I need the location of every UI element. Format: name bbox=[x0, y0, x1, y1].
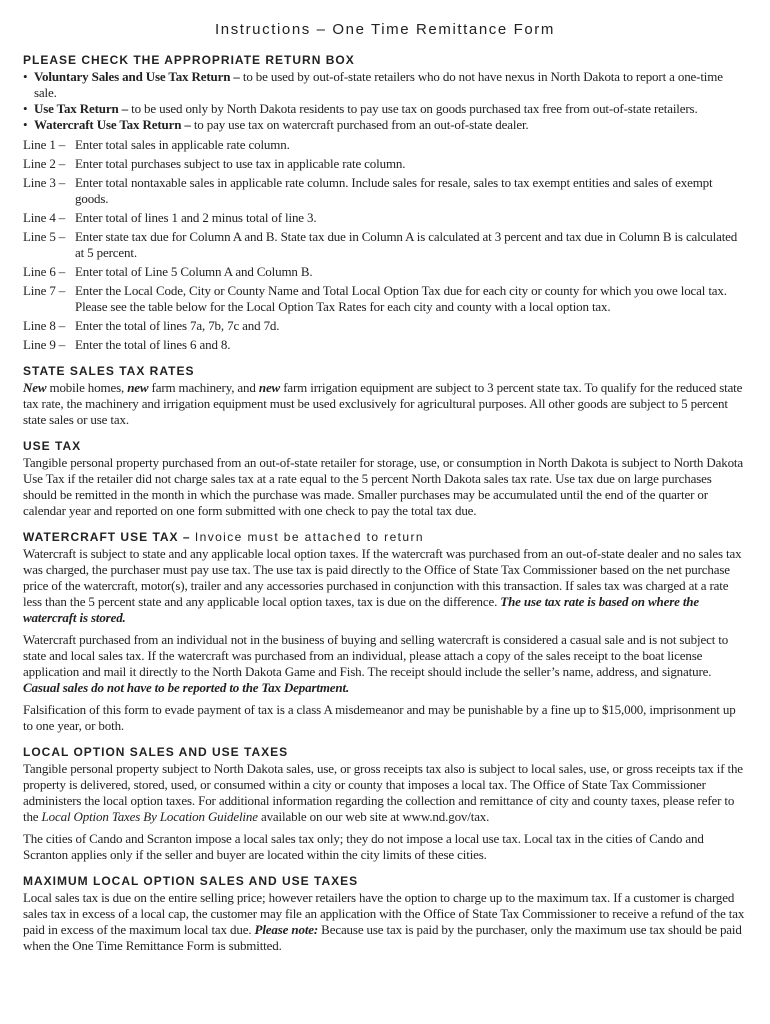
line-instruction bbox=[23, 318, 747, 334]
line-instruction bbox=[23, 137, 747, 153]
return-type-description: to pay use tax on watercraft purchased from an out-of-state dealer. bbox=[190, 117, 529, 132]
return-type-name: Use Tax Return – bbox=[34, 101, 129, 116]
line-instruction bbox=[23, 175, 747, 207]
line-label: Line 6 – bbox=[23, 264, 66, 279]
section-heading-text: WATERCRAFT USE TAX – bbox=[23, 530, 195, 544]
text-segment: Falsification of this form to evade payment of tax is a class A misdemeanor and may be punishable by a fine up to $15,000, imprisonment up to one year, or both. bbox=[23, 702, 736, 733]
line-label: Line 4 – bbox=[23, 210, 66, 225]
line-text: Enter the Local Code, City or County Name and Total Local Option Tax due for each city or county for which you owe local tax. Please see the table below for the Local Option Tax Rates for each city and county with a local option tax. bbox=[75, 283, 727, 314]
return-type-description: to be used by out-of-state retailers who do not have nexus in North Dakota to report a one-time sale. bbox=[34, 69, 723, 100]
text-segment: Please note: bbox=[254, 922, 319, 937]
instructions-document bbox=[23, 22, 747, 960]
paragraph bbox=[23, 702, 747, 734]
section-heading-text: MAXIMUM LOCAL OPTION SALES AND USE TAXES bbox=[23, 874, 359, 888]
line-instruction bbox=[23, 337, 747, 353]
paragraph bbox=[23, 632, 747, 696]
line-text: Enter the total of lines 6 and 8. bbox=[75, 337, 231, 352]
text-segment: Local Option Taxes By Location Guideline bbox=[41, 809, 258, 824]
return-type-name: Voluntary Sales and Use Tax Return – bbox=[34, 69, 240, 84]
text-segment: Local sales tax is due on the entire selling price; however retailers have the option to charge up to the maximum tax. If a customer is charged sales tax in excess of a local cap, the customer may file an application with the Office of State Tax Commissioner to receive a refund of the tax paid in excess of the maximum local tax due. bbox=[23, 890, 745, 937]
section-heading bbox=[23, 363, 747, 379]
line-instruction bbox=[23, 229, 747, 261]
line-text: Enter the total of lines 7a, 7b, 7c and 7d. bbox=[75, 318, 280, 333]
line-label: Line 1 – bbox=[23, 137, 66, 152]
text-segment: farm machinery, and bbox=[148, 380, 259, 395]
sections bbox=[23, 363, 747, 954]
return-type-item bbox=[23, 69, 747, 101]
text-segment: The use tax rate is based on where the watercraft is stored. bbox=[23, 594, 699, 625]
paragraph bbox=[23, 890, 747, 954]
text-segment: Watercraft is subject to state and any applicable local option taxes. If the watercraft was purchased from an out-of-state dealer and no sales tax was charged, the purchaser must pay use tax. The use tax is paid directly to the Office of State Tax Commissioner based on the net purchase price of the watercraft, motor(s), trailer and any accessories purchased in conjunction with this transaction. If sales tax was charged at a rate less than the 5 percent state and any applicable local option taxes, tax is due on the difference. bbox=[23, 546, 742, 609]
line-label: Line 3 – bbox=[23, 175, 66, 190]
line-instruction bbox=[23, 210, 747, 226]
return-type-list bbox=[23, 69, 747, 133]
line-label: Line 2 – bbox=[23, 156, 66, 171]
section bbox=[23, 363, 747, 428]
line-instructions bbox=[23, 137, 747, 353]
text-segment: Watercraft purchased from an individual not in the business of buying and selling watercraft is considered a casual sale and is not subject to state and local sales tax. If the watercraft was purchased from an individual, please attach a copy of the sales receipt to the boat license application and mail it directly to the North Dakota Game and Fish. The receipt should include the seller’s name, address, and signature. bbox=[23, 632, 729, 679]
text-segment: new bbox=[258, 380, 281, 395]
section-heading-text: USE TAX bbox=[23, 439, 82, 453]
text-segment: The cities of Cando and Scranton impose a local sales tax only; they do not impose a local use tax. Local tax in the cities of Cando and Scranton applies only if the seller and buyer are located within the city limits of these cities. bbox=[23, 831, 704, 862]
text-segment: Because use tax is paid by the purchaser, only the maximum use tax should be paid when the One Time Remittance Form is submitted. bbox=[23, 922, 742, 953]
text-segment: Tangible personal property subject to North Dakota sales, use, or gross receipts tax also is subject to local sales, use, or gross receipts tax if the property is delivered, stored, used, or consumed within a city or county that imposes a local tax. The Office of State Tax Commissioner administers the local option taxes. For additional information regarding the collection and remittance of city and county taxes, please refer to the bbox=[23, 761, 743, 824]
section-heading bbox=[23, 744, 747, 760]
section bbox=[23, 438, 747, 519]
section-heading-text: LOCAL OPTION SALES AND USE TAXES bbox=[23, 745, 289, 759]
text-segment: Tangible personal property purchased from an out-of-state retailer for storage, use, or consumption in North Dakota is subject to North Dakota Use Tax if the retailer did not charge sales tax at a rate equal to the 5 percent North Dakota sales tax rate. Use tax due on large purchases should be remitted in the month in which the purchase was made. Smaller purchases may be accumulated until the end of the quarter or calendar year and reported on one form submitted with one check to pay the total tax due. bbox=[23, 455, 744, 518]
paragraph bbox=[23, 455, 747, 519]
line-instruction bbox=[23, 283, 747, 315]
text-segment: available on our web site at www.nd.gov/tax. bbox=[257, 809, 490, 824]
line-text: Enter total nontaxable sales in applicable rate column. Include sales for resale, sales to tax exempt entities and sales of exempt goods. bbox=[75, 175, 713, 206]
section-heading bbox=[23, 438, 747, 454]
line-text: Enter total of lines 1 and 2 minus total of line 3. bbox=[75, 210, 317, 225]
section bbox=[23, 744, 747, 863]
section-heading-subtitle: Invoice must be attached to return bbox=[194, 530, 424, 544]
return-type-item bbox=[23, 117, 747, 133]
paragraph bbox=[23, 831, 747, 863]
document-title: Instructions – One Time Remittance Form bbox=[215, 21, 555, 38]
section bbox=[23, 873, 747, 954]
text-segment: Casual sales do not have to be reported to the Tax Department. bbox=[23, 680, 350, 695]
text-segment: mobile homes, bbox=[46, 380, 128, 395]
line-label: Line 7 – bbox=[23, 283, 66, 298]
line-label: Line 9 – bbox=[23, 337, 66, 352]
paragraph bbox=[23, 380, 747, 428]
line-label: Line 8 – bbox=[23, 318, 66, 333]
section-heading bbox=[23, 873, 747, 889]
text-segment: new bbox=[127, 380, 149, 395]
text-segment: farm irrigation equipment are subject to 3 percent state tax. To qualify for the reduced state tax rate, the machinery and irrigation equipment must be used exclusively for agricultural purposes. All other goods are subject to 5 percent state sales or use tax. bbox=[23, 380, 743, 427]
line-text: Enter state tax due for Column A and B. State tax due in Column A is calculated at 3 percent and tax due in Column B is calculated at 5 percent. bbox=[75, 229, 738, 260]
return-box-heading: PLEASE CHECK THE APPROPRIATE RETURN BOX bbox=[23, 53, 355, 67]
line-text: Enter total purchases subject to use tax in applicable rate column. bbox=[75, 156, 406, 171]
line-text: Enter total sales in applicable rate column. bbox=[75, 137, 290, 152]
text-segment: New bbox=[23, 380, 47, 395]
section-heading bbox=[23, 529, 747, 545]
paragraph bbox=[23, 761, 747, 825]
line-instruction bbox=[23, 156, 747, 172]
section-heading-text: STATE SALES TAX RATES bbox=[23, 364, 195, 378]
line-text: Enter total of Line 5 Column A and Column B. bbox=[75, 264, 313, 279]
return-type-description: to be used only by North Dakota residents to pay use tax on goods purchased tax free from out-of-state retailers. bbox=[128, 101, 698, 116]
section bbox=[23, 529, 747, 734]
return-type-item bbox=[23, 101, 747, 117]
return-type-name: Watercraft Use Tax Return – bbox=[34, 117, 191, 132]
paragraph bbox=[23, 546, 747, 626]
line-instruction bbox=[23, 264, 747, 280]
line-label: Line 5 – bbox=[23, 229, 66, 244]
